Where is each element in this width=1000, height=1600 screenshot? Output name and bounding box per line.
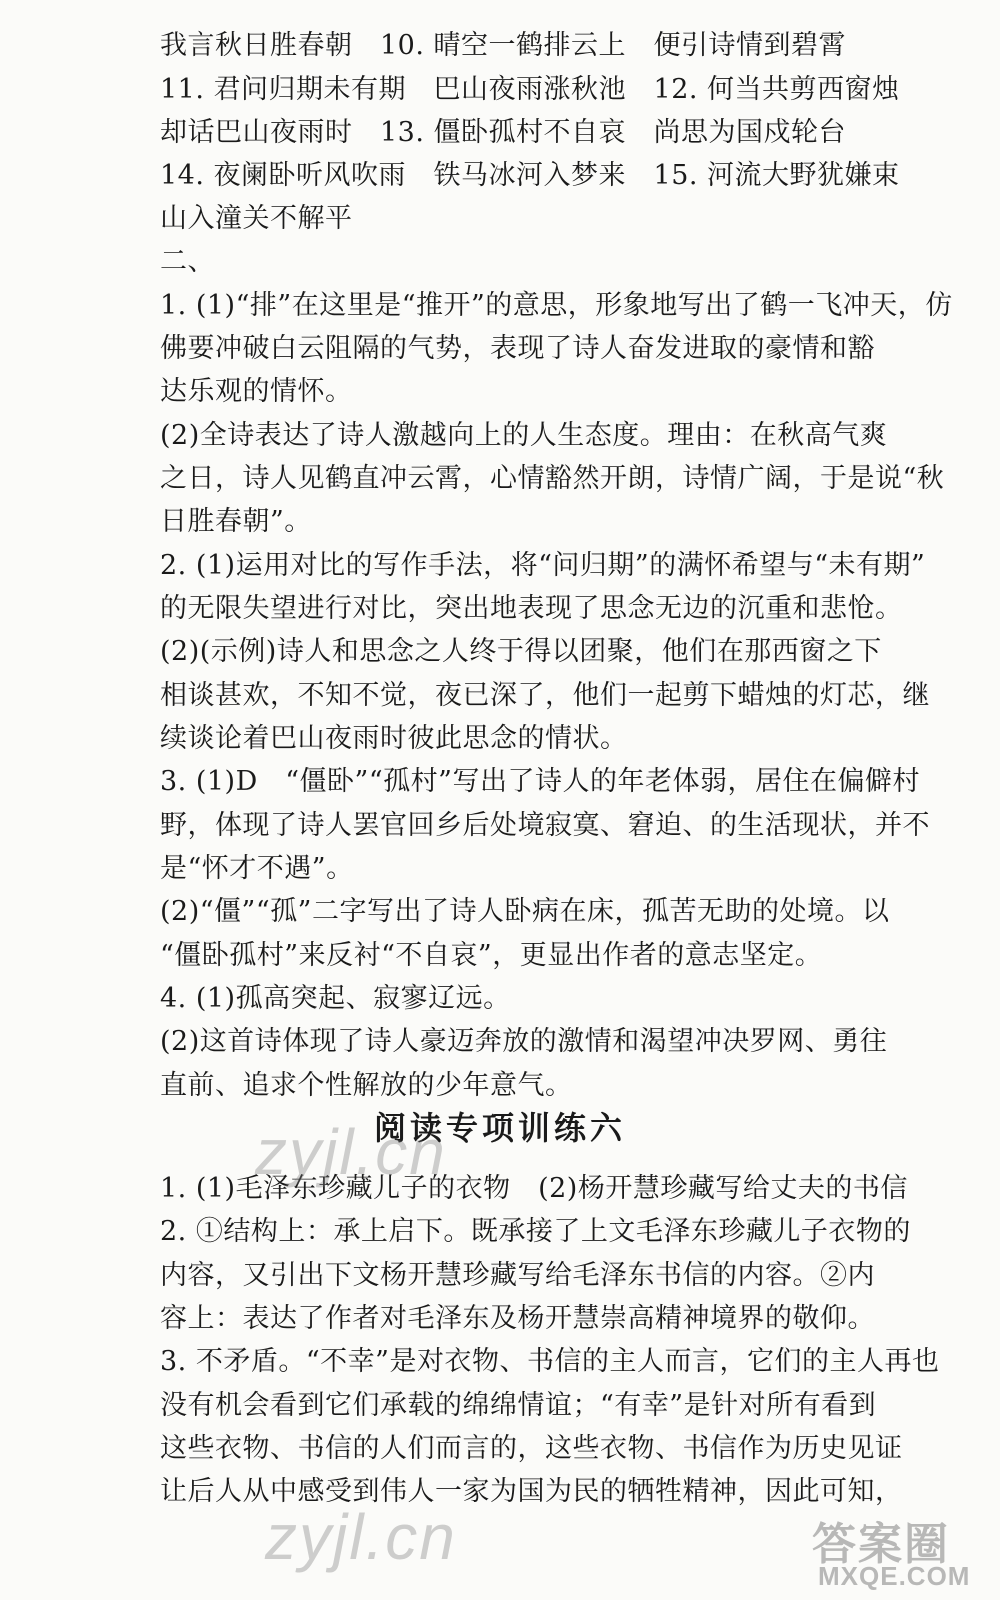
text-line: 14. 夜阑卧听风吹雨 铁马冰河入梦来 15. 河流大野犹嫌束 (160, 160, 900, 191)
text-line: 2. ①结构上：承上启下。既承接了上文毛泽东珍藏儿子衣物的 (160, 1216, 911, 1247)
text-line: 11. 君问归期未有期 巴山夜雨涨秋池 12. 何当共剪西窗烛 (160, 74, 900, 105)
text-line: 3. 不矛盾。“不幸”是对衣物、书信的主人而言，它们的主人再也 (160, 1346, 940, 1377)
text-line: 续谈论着巴山夜雨时彼此思念的情状。 (160, 723, 628, 754)
text-line: 之日，诗人见鹤直冲云霄，心情豁然开朗，诗情广阔，于是说“秋 (160, 463, 945, 494)
text-line: 3. (1)D “僵卧”“孤村”写出了诗人的年老体弱，居住在偏僻村 (160, 766, 920, 797)
corner-logo-en: MXQE.COM (818, 1561, 971, 1591)
text-line: 2. (1)运用对比的写作手法，将“问归期”的满怀希望与“未有期” (160, 550, 926, 581)
text-line: “僵卧孤村”来反衬“不自哀”，更显出作者的意志坚定。 (160, 940, 823, 971)
text-line: 相谈甚欢，不知不觉，夜已深了，他们一起剪下蜡烛的灯芯，继 (160, 680, 930, 711)
corner-logo (812, 1506, 982, 1592)
text-line: 1. (1)毛泽东珍藏儿子的衣物 (2)杨开慧珍藏写给丈夫的书信 (160, 1173, 908, 1204)
text-line: 容上：表达了作者对毛泽东及杨开慧崇高精神境界的敬仰。 (160, 1303, 875, 1334)
text-line: (2)这首诗体现了诗人豪迈奔放的激情和渴望冲决罗网、勇往 (160, 1026, 888, 1057)
text-line: 1. (1)“排”在这里是“推开”的意思，形象地写出了鹤一飞冲天，仿 (160, 290, 953, 321)
text-line: 4. (1)孤高突起、寂寥辽远。 (160, 983, 511, 1014)
section-title: 阅读专项训练六 (373, 1109, 626, 1147)
text-line: 是“怀才不遇”。 (160, 853, 354, 884)
text-line: 我言秋日胜春朝 10. 晴空一鹤排云上 便引诗情到碧霄 (160, 30, 847, 61)
text-line: 内容，又引出下文杨开慧珍藏写给毛泽东书信的内容。②内 (160, 1260, 875, 1291)
section-marker: 二、 (160, 246, 215, 277)
text-line: 的无限失望进行对比，突出地表现了思念无边的沉重和悲怆。 (160, 593, 903, 624)
text-line: (2)全诗表达了诗人激越向上的人生态度。理由：在秋高气爽 (160, 420, 888, 451)
text-line: 日胜春朝”。 (160, 506, 312, 537)
text-line: 却话巴山夜雨时 13. 僵卧孤村不自哀 尚思为国戍轮台 (160, 117, 847, 148)
text-line: (2)(示例)诗人和思念之人终于得以团聚，他们在那西窗之下 (160, 636, 882, 667)
corner-logo-cn: 答案圈 (812, 1520, 950, 1569)
text-line: 佛要冲破白云阻隔的气势，表现了诗人奋发进取的豪情和豁 (160, 333, 875, 364)
watermark: zyjl.cn (265, 1501, 457, 1573)
text-line: 直前、追求个性解放的少年意气。 (160, 1070, 573, 1101)
text-line: 达乐观的情怀。 (160, 376, 353, 407)
text-line: (2)“僵”“孤”二字写出了诗人卧病在床，孤苦无助的处境。以 (160, 896, 890, 927)
watermark: zyjl.cn (255, 1116, 447, 1188)
text-line: 野，体现了诗人罢官回乡后处境寂寞、窘迫、的生活现状，并不 (160, 810, 930, 841)
text-line: 山入潼关不解平 (160, 203, 353, 234)
text-line: 没有机会看到它们承载的绵绵情谊；“有幸”是针对所有看到 (160, 1390, 877, 1421)
text-line: 让后人从中感受到伟人一家为国为民的牺牲精神，因此可知， (160, 1476, 903, 1507)
text-line: 这些衣物、书信的人们而言的，这些衣物、书信作为历史见证 (160, 1433, 903, 1464)
